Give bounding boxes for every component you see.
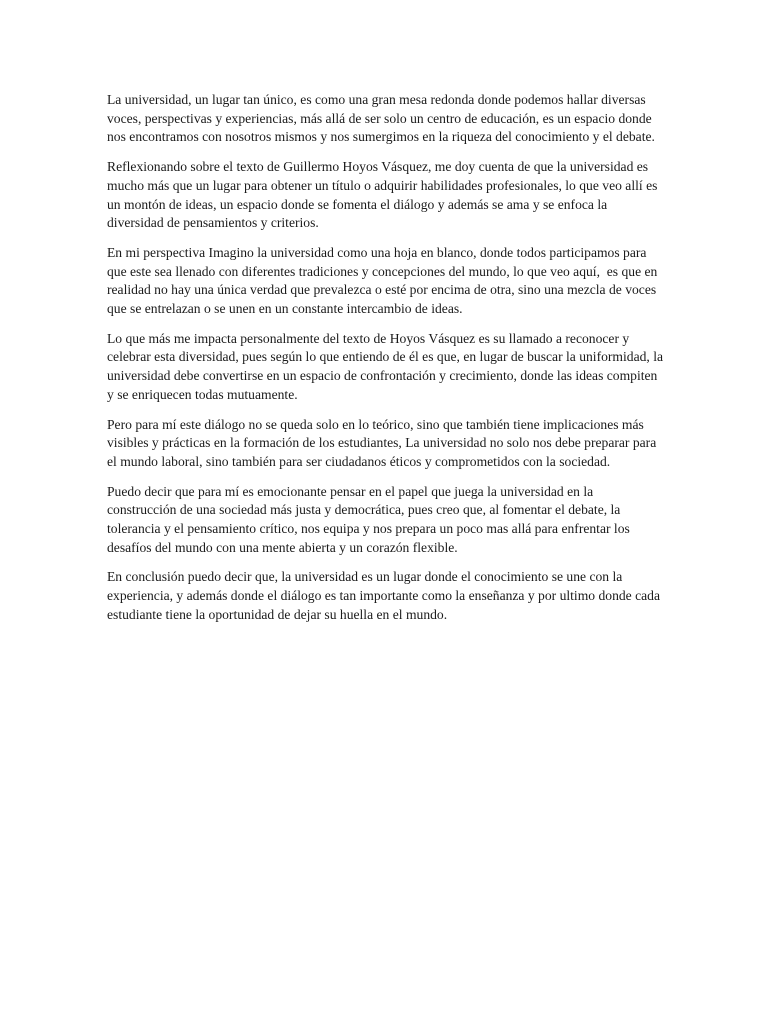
document-body [107, 91, 667, 636]
paragraph-3: En mi perspectiva Imagino la universidad como una hoja en blanco, donde todos participamos para que este sea llenado con diferentes tradiciones y concepciones del mundo, lo que veo aquí, es que en realidad no hay una única verdad que prevalezca o esté por encima de otra, sino una mezcla de voces que se entrelazan o se unen en un constante intercambio de ideas. [107, 244, 661, 317]
paragraph-7: En conclusión puedo decir que, la universidad es un lugar donde el conocimiento se une con la experiencia, y además donde el diálogo es tan importante como la enseñanza y por ultimo donde cada estudiante tiene la oportunidad de dejar su huella en el mundo. [107, 569, 664, 622]
paragraph-4: Lo que más me impacta personalmente del texto de Hoyos Vásquez es su llamado a reconocer y celebrar esta diversidad, pues según lo que entiendo de él es que, en lugar de buscar la uniformidad, la universidad debe convertirse en un espacio de confrontación y crecimiento, donde las ideas compiten y se enriquecen todas mutuamente. [107, 330, 667, 402]
paragraph-5: Pero para mí este diálogo no se queda solo en lo teórico, sino que también tiene implicaciones más visibles y prácticas en la formación de los estudiantes, La universidad no solo nos debe preparar para el mundo laboral, sino también para ser ciudadanos éticos y comprometidos con la sociedad. [107, 416, 660, 469]
paragraph-2: Reflexionando sobre el texto de Guillermo Hoyos Vásquez, me doy cuenta de que la universidad es mucho más que un lugar para obtener un título o adquirir habilidades profesionales, lo que veo allí es un montón de ideas, un espacio donde se fomenta el diálogo y además se ama y se enfoca la diversidad de pensamientos y criterios. [107, 159, 661, 231]
paragraph-6: Puedo decir que para mí es emocionante pensar en el papel que juega la universidad en la construcción de una sociedad más justa y democrática, pues creo que, al fomentar el debate, la tolerancia y el pensamiento crítico, nos equipa y nos prepara un poco mas allá para enfrentar los desafíos del mundo con una mente abierta y un corazón flexible. [107, 483, 634, 555]
paragraph-1: La universidad, un lugar tan único, es como una gran mesa redonda donde podemos hallar diversas voces, perspectivas y experiencias, más allá de ser solo un centro de educación, es un espacio donde nos encontramos con nosotros mismos y nos sumergimos en la riqueza del conocimiento y el debate. [107, 92, 656, 145]
